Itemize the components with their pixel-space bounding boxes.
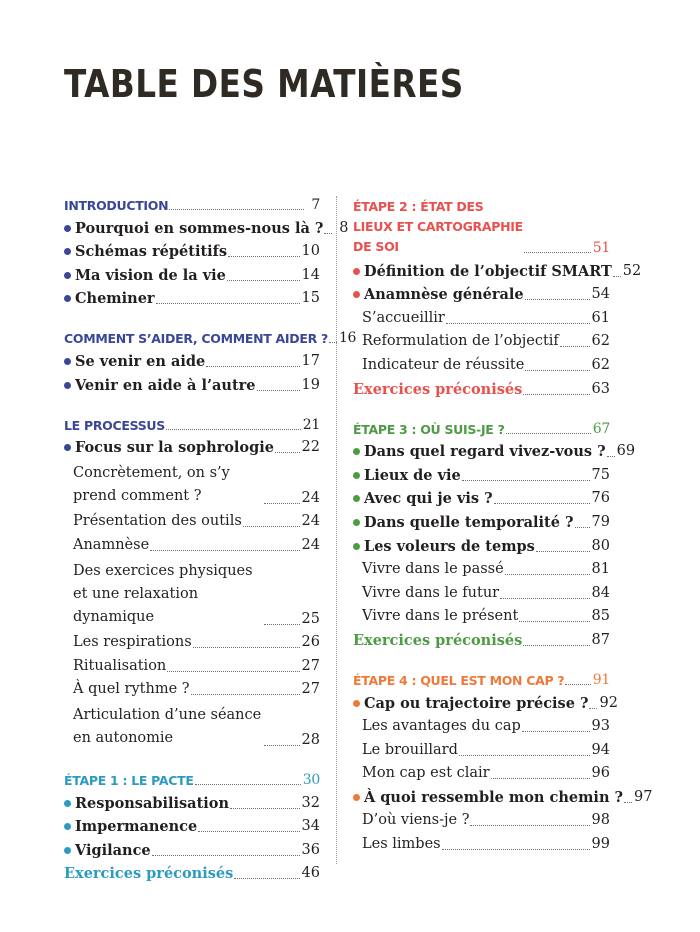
toc-page-number: 7 bbox=[311, 197, 320, 213]
toc-entry[interactable] bbox=[64, 266, 320, 285]
leader-dots bbox=[227, 280, 300, 281]
toc-page-number: 30 bbox=[302, 771, 320, 788]
toc-section-heading[interactable] bbox=[64, 417, 320, 434]
toc-entry[interactable] bbox=[64, 219, 349, 238]
toc-page-number: 34 bbox=[301, 818, 320, 835]
leader-dots bbox=[230, 808, 300, 809]
toc-page-number: 8 bbox=[339, 219, 349, 236]
toc-page-number: 21 bbox=[302, 416, 320, 433]
bullet-icon bbox=[64, 823, 71, 830]
bullet-icon bbox=[353, 700, 360, 707]
bullet-icon bbox=[353, 794, 360, 801]
toc-page-number: 52 bbox=[622, 262, 642, 279]
bullet-icon bbox=[353, 495, 360, 502]
toc-exercises-entry[interactable] bbox=[64, 864, 320, 883]
leader-dots bbox=[264, 624, 300, 625]
toc-entry-title: Pourquoi en sommes-nous là ? bbox=[64, 219, 323, 238]
toc-entry-title: Anamnèse bbox=[73, 536, 150, 553]
toc-page-number: 79 bbox=[591, 513, 610, 530]
toc-entry-title: Indicateur de réussite bbox=[362, 356, 525, 373]
leader-dots bbox=[169, 209, 304, 210]
toc-subentry[interactable] bbox=[64, 512, 320, 531]
toc-page-number: 62 bbox=[591, 356, 610, 373]
toc-page-number: 84 bbox=[591, 584, 610, 601]
leader-dots bbox=[228, 256, 299, 257]
bullet-icon bbox=[353, 543, 360, 550]
leader-dots bbox=[505, 574, 590, 575]
toc-page-number: 99 bbox=[591, 836, 610, 853]
bullet-icon bbox=[64, 847, 71, 854]
leader-dots bbox=[166, 429, 301, 430]
toc-entry-title: Les limbes bbox=[362, 836, 441, 853]
leader-dots bbox=[470, 825, 589, 826]
toc-entry-title: Vivre dans le futur bbox=[362, 584, 500, 601]
toc-entry-title: Venir en aide à l’autre bbox=[64, 376, 256, 395]
bullet-icon bbox=[64, 800, 71, 807]
leader-dots bbox=[523, 645, 589, 646]
leader-dots bbox=[243, 526, 300, 527]
toc-entry[interactable] bbox=[64, 817, 320, 836]
toc-page-number: 16 bbox=[338, 330, 357, 347]
toc-page-number: 24 bbox=[301, 513, 320, 530]
leader-dots bbox=[264, 503, 300, 504]
toc-entry[interactable] bbox=[353, 788, 653, 807]
leader-dots bbox=[195, 784, 301, 785]
toc-entry-title: Des exercices physiques et une relaxation dynamique bbox=[73, 562, 253, 625]
bullet-icon bbox=[64, 248, 71, 255]
leader-dots bbox=[257, 390, 300, 391]
leader-dots bbox=[506, 433, 591, 434]
bullet-icon bbox=[64, 358, 71, 365]
toc-subentry[interactable] bbox=[353, 835, 610, 854]
bullet-icon bbox=[353, 519, 360, 526]
leader-dots bbox=[264, 745, 300, 746]
toc-entry-title: LE PROCESSUS bbox=[64, 417, 165, 433]
toc-entry-title: Dans quel regard vivez-vous ? bbox=[353, 442, 606, 461]
toc-page-number: 17 bbox=[301, 352, 320, 369]
toc-page-number: 54 bbox=[591, 286, 610, 303]
toc-page-number: 24 bbox=[301, 489, 320, 506]
toc-subentry[interactable] bbox=[353, 584, 610, 603]
toc-entry-title: Ritualisation bbox=[73, 657, 167, 674]
toc-entry[interactable] bbox=[353, 466, 610, 485]
toc-entry-title: ÉTAPE 4 : QUEL EST MON CAP ? bbox=[353, 672, 565, 688]
toc-entry[interactable] bbox=[353, 262, 642, 281]
toc-page-number: 61 bbox=[591, 309, 610, 326]
toc-section-heading[interactable] bbox=[353, 421, 610, 438]
toc-entry-title: Avec qui je vis ? bbox=[353, 489, 493, 508]
toc-entry-title: Exercices préconisés bbox=[353, 631, 523, 649]
toc-entry-title: ÉTAPE 1 : LE PACTE bbox=[64, 772, 194, 788]
toc-entry-title: Exercices préconisés bbox=[64, 865, 234, 883]
toc-page-number: 94 bbox=[591, 741, 610, 758]
toc-page-number: 26 bbox=[301, 634, 320, 651]
toc-entry[interactable] bbox=[353, 442, 636, 461]
leader-dots bbox=[150, 550, 299, 551]
toc-entry-title: Le brouillard bbox=[362, 741, 458, 758]
bullet-icon bbox=[353, 268, 360, 275]
toc-entry[interactable] bbox=[353, 285, 610, 304]
toc-subentry[interactable] bbox=[353, 764, 610, 783]
toc-subentry[interactable] bbox=[64, 536, 320, 555]
toc-page-number: 87 bbox=[591, 631, 610, 648]
toc-entry[interactable] bbox=[64, 289, 320, 308]
toc-page-number: 62 bbox=[591, 333, 610, 350]
bullet-icon bbox=[64, 382, 71, 389]
toc-entry-title: Ma vision de la vie bbox=[64, 266, 226, 285]
toc-entry-title: Exercices préconisés bbox=[353, 380, 523, 398]
leader-dots bbox=[607, 456, 615, 457]
toc-entry[interactable] bbox=[353, 537, 610, 556]
toc-entry[interactable] bbox=[64, 352, 320, 371]
toc-page-number: 98 bbox=[591, 812, 610, 829]
toc-entry-title: Cap ou trajectoire précise ? bbox=[353, 694, 588, 713]
toc-entry-title: Se venir en aide bbox=[64, 352, 205, 371]
toc-exercises-entry[interactable] bbox=[353, 380, 610, 399]
toc-page-number: 14 bbox=[301, 266, 320, 283]
column-divider bbox=[336, 196, 337, 864]
leader-dots bbox=[613, 276, 621, 277]
leader-dots bbox=[560, 346, 590, 347]
toc-subentry[interactable] bbox=[64, 633, 320, 652]
toc-entry-title: Mon cap est clair bbox=[362, 765, 490, 782]
leader-dots bbox=[193, 647, 300, 648]
toc-page-number: 27 bbox=[301, 681, 320, 698]
leader-dots bbox=[275, 452, 300, 453]
toc-subentry[interactable] bbox=[353, 309, 610, 328]
toc-page-number: 69 bbox=[616, 443, 636, 460]
toc-entry-title: Présentation des outils bbox=[73, 513, 242, 530]
leader-dots bbox=[491, 778, 590, 779]
toc-exercises-entry[interactable] bbox=[353, 631, 610, 650]
leader-dots bbox=[324, 233, 332, 234]
toc-page-number: 46 bbox=[301, 865, 320, 882]
toc-entry-title: Reformulation de l’objectif bbox=[362, 333, 559, 350]
toc-entry-title: D’où viens-je ? bbox=[362, 812, 470, 829]
toc-page-number: 93 bbox=[591, 718, 610, 735]
bullet-icon bbox=[64, 295, 71, 302]
toc-entry-title: Responsabilisation bbox=[64, 794, 229, 813]
toc-entry-title: Concrètement, on s’y prend comment ? bbox=[73, 464, 230, 504]
leader-dots bbox=[198, 831, 299, 832]
toc-entry-title: Vivre dans le présent bbox=[362, 608, 519, 625]
bullet-icon bbox=[353, 448, 360, 455]
toc-entry[interactable] bbox=[64, 438, 320, 457]
leader-dots bbox=[589, 708, 597, 709]
toc-entry-title: Focus sur la sophrologie bbox=[64, 438, 274, 457]
toc-subentry[interactable] bbox=[64, 560, 320, 629]
toc-entry-title: Vivre dans le passé bbox=[362, 561, 504, 578]
toc-subentry[interactable] bbox=[353, 356, 610, 375]
toc-subentry[interactable] bbox=[64, 462, 320, 508]
leader-dots bbox=[525, 370, 589, 371]
leader-dots bbox=[442, 849, 590, 850]
toc-section-heading[interactable] bbox=[64, 330, 357, 347]
toc-page-number: 75 bbox=[591, 466, 610, 483]
toc-page-number: 91 bbox=[592, 671, 610, 688]
bullet-icon bbox=[64, 225, 71, 232]
leader-dots bbox=[446, 323, 590, 324]
bullet-icon bbox=[353, 291, 360, 298]
toc-entry[interactable] bbox=[64, 376, 320, 395]
toc-page-number: 24 bbox=[301, 536, 320, 553]
leader-dots bbox=[156, 303, 300, 304]
toc-entry[interactable] bbox=[64, 794, 320, 813]
toc-subentry[interactable] bbox=[64, 680, 320, 699]
leader-dots bbox=[575, 527, 590, 528]
toc-subentry[interactable] bbox=[353, 607, 610, 626]
toc-entry-title: Dans quelle temporalité ? bbox=[353, 513, 574, 532]
page-title: TABLE DES MATIÈRES bbox=[64, 62, 464, 106]
toc-page-number: 15 bbox=[301, 290, 320, 307]
toc-page-number: 97 bbox=[634, 788, 653, 805]
toc-page-number: 85 bbox=[591, 608, 610, 625]
toc-subentry[interactable] bbox=[353, 717, 610, 736]
toc-entry-title: Définition de l’objectif SMART bbox=[353, 262, 612, 281]
toc-page-number: 76 bbox=[591, 490, 610, 507]
bullet-icon bbox=[64, 444, 71, 451]
toc-entry-title: COMMENT S’AIDER, COMMENT AIDER ? bbox=[64, 331, 328, 347]
toc-page-number: 19 bbox=[301, 376, 320, 393]
toc-page-number: 92 bbox=[599, 694, 618, 711]
toc-subentry[interactable] bbox=[64, 704, 320, 750]
leader-dots bbox=[234, 878, 299, 879]
toc-entry-title: Articulation d’une séance en autonomie bbox=[73, 706, 262, 746]
leader-dots bbox=[494, 503, 590, 504]
toc-page-number: 63 bbox=[591, 380, 610, 397]
toc-page-number: 67 bbox=[592, 420, 610, 437]
toc-section-heading[interactable] bbox=[64, 197, 320, 214]
toc-entry[interactable] bbox=[64, 242, 320, 261]
toc-entry-title: À quoi ressemble mon chemin ? bbox=[353, 788, 623, 807]
toc-page-number: 27 bbox=[301, 657, 320, 674]
toc-entry-title: Anamnèse générale bbox=[353, 285, 524, 304]
leader-dots bbox=[624, 802, 632, 803]
toc-entry[interactable] bbox=[64, 841, 320, 860]
bullet-icon bbox=[353, 472, 360, 479]
toc-entry-title: Impermanence bbox=[64, 817, 197, 836]
toc-page-number: 25 bbox=[301, 610, 320, 627]
toc-entry[interactable] bbox=[353, 489, 610, 508]
toc-entry-title: Les respirations bbox=[73, 634, 192, 651]
toc-entry-title: ÉTAPE 2 : ÉTAT DES LIEUX ET CARTOGRAPHIE DE SOI bbox=[353, 199, 523, 254]
toc-page-number: 32 bbox=[301, 794, 320, 811]
leader-dots bbox=[524, 252, 591, 253]
toc-subentry[interactable] bbox=[353, 332, 610, 351]
toc-entry-title: ÉTAPE 3 : OÙ SUIS-JE ? bbox=[353, 421, 505, 437]
leader-dots bbox=[329, 342, 337, 343]
toc-page-number: 36 bbox=[301, 841, 320, 858]
toc-entry-title: Vigilance bbox=[64, 841, 151, 860]
toc-subentry[interactable] bbox=[64, 657, 320, 676]
toc-entry-title: Les voleurs de temps bbox=[353, 537, 535, 556]
leader-dots bbox=[206, 366, 299, 367]
toc-section-heading[interactable] bbox=[353, 197, 610, 257]
toc-entry[interactable] bbox=[353, 694, 618, 713]
toc-entry-title: Lieux de vie bbox=[353, 466, 461, 485]
toc-page-number: 81 bbox=[591, 561, 610, 578]
leader-dots bbox=[522, 731, 590, 732]
leader-dots bbox=[525, 299, 590, 300]
toc-entry-title: Les avantages du cap bbox=[362, 718, 521, 735]
toc-column-left bbox=[64, 197, 357, 883]
toc-entry-title: À quel rythme ? bbox=[73, 681, 190, 698]
toc-section-heading[interactable] bbox=[353, 672, 610, 689]
leader-dots bbox=[152, 855, 300, 856]
toc-subentry[interactable] bbox=[353, 741, 610, 760]
toc-page-number: 51 bbox=[592, 240, 610, 256]
toc-entry-title: S’accueillir bbox=[362, 309, 445, 326]
toc-entry-title: Cheminer bbox=[64, 289, 155, 308]
leader-dots bbox=[523, 394, 589, 395]
toc-entry-title: INTRODUCTION bbox=[64, 198, 169, 213]
leader-dots bbox=[500, 598, 589, 599]
bullet-icon bbox=[64, 272, 71, 279]
leader-dots bbox=[462, 480, 590, 481]
toc-page-number: 22 bbox=[301, 439, 320, 456]
leader-dots bbox=[459, 755, 590, 756]
toc-page-number: 96 bbox=[591, 765, 610, 782]
leader-dots bbox=[565, 684, 590, 685]
toc-section-heading[interactable] bbox=[64, 772, 320, 789]
toc-column-right bbox=[353, 197, 653, 854]
toc-entry[interactable] bbox=[353, 513, 610, 532]
leader-dots bbox=[519, 621, 589, 622]
toc-subentry[interactable] bbox=[353, 811, 610, 830]
leader-dots bbox=[191, 694, 300, 695]
toc-page-number: 10 bbox=[301, 243, 320, 260]
toc-subentry[interactable] bbox=[353, 560, 610, 579]
toc-entry-title: Schémas répétitifs bbox=[64, 242, 227, 261]
toc-page-number: 80 bbox=[591, 537, 610, 554]
toc-page-number: 28 bbox=[301, 731, 320, 748]
leader-dots bbox=[167, 671, 299, 672]
leader-dots bbox=[536, 551, 590, 552]
